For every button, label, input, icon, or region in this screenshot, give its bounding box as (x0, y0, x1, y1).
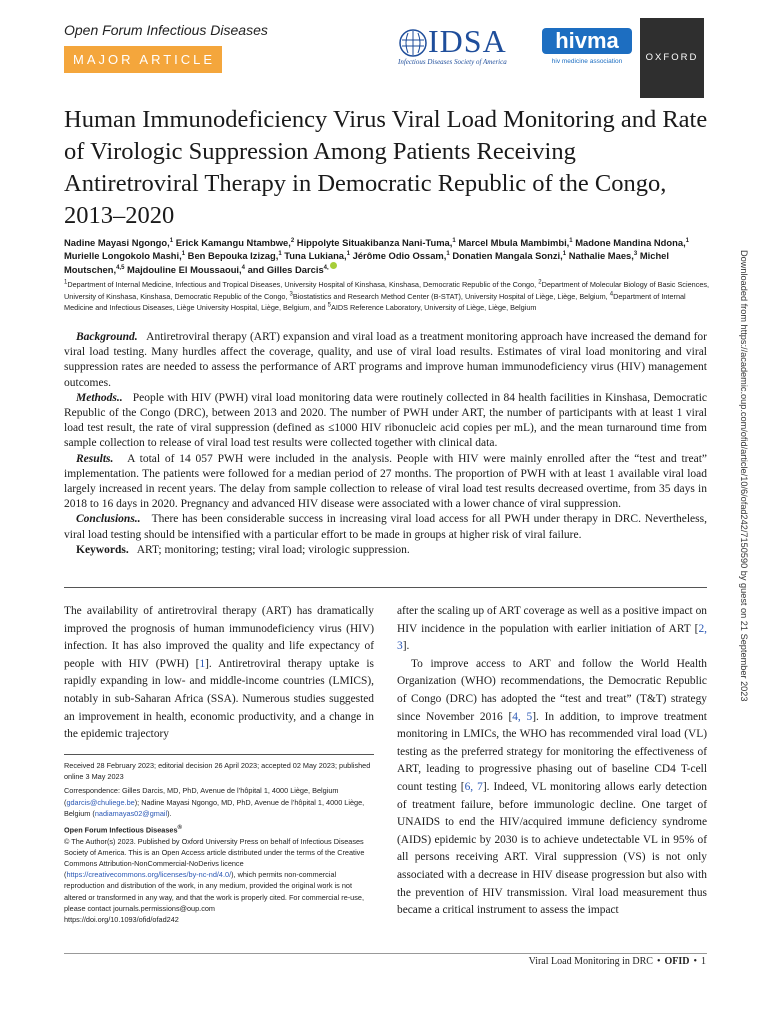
affiliation-marker: 5 (327, 302, 331, 309)
author-affiliation-marker: 1 (446, 250, 450, 257)
idsa-logo-subtitle: Infectious Diseases Society of America (398, 58, 507, 66)
citation-link[interactable]: 6, 7 (464, 780, 483, 793)
page-footer: Viral Load Monitoring in DRC • OFID • 1 (528, 956, 706, 967)
idsa-logo (398, 23, 538, 68)
affiliations (64, 279, 712, 314)
author-name: Michel Moutschen, (64, 250, 669, 276)
body-paragraph: The availability of antiretroviral therapy (ART) has dramatically improved the prognosis of human immunodeficiency virus (HIV) infection. It has also improved the quality and life expectancy of people with HIV (PWH) [1]. Antiretroviral therapy uptake is rapidly expanding in low- and middle-income countries (LMICS), notably in sub-Saharan Africa (SSA). Numerous studies suggested an improvement in health, economic productivity, and a change in the epidemic trajectory (64, 605, 374, 741)
author-affiliation-marker: 2 (290, 237, 295, 244)
running-title: Viral Load Monitoring in DRC (528, 956, 653, 967)
author-affiliation-marker: 4, (323, 265, 329, 271)
author-name: Majdouline El Moussaoui, (127, 264, 242, 276)
citation-link[interactable]: 2, 3 (397, 622, 707, 653)
oxford-logo: OXFORD (640, 18, 704, 98)
abstract-divider (64, 587, 707, 588)
affiliation-text: AIDS Reference Laboratory, University of Liège, Liège, Belgium (330, 303, 537, 312)
author-affiliation-marker: 3 (633, 250, 638, 257)
author-name: Donatien Mangala Sonzi, (452, 250, 563, 261)
author-name: Hippolyte Situakibanza Nani-Tuma, (296, 237, 453, 248)
abstract-background: Background. Antiretroviral therapy (ART) expansion and viral load as a treatment monitoring approach have increased the demand for viral load testing. Many hurdles affect the coverage, quality, and use of viral load results. Estimates of viral load monitoring and viral suppression rates are needed to assess the performance of ART programs and improve human immunodeficiency virus (HIV) management outcomes. (64, 331, 707, 389)
author-name: Nathalie Maes, (568, 250, 634, 261)
author-name: Murielle Longokolo Mashi, (64, 250, 182, 261)
affiliation-marker: 3 (289, 291, 293, 298)
idsa-logo-text: IDSA (428, 23, 507, 59)
citation-link[interactable]: 4, 5 (512, 710, 533, 723)
author-affiliation-marker: 1 (685, 237, 690, 244)
journal-line: Open Forum Infectious Diseases (64, 825, 178, 835)
author-name: Ben Bepouka Izizag, (187, 250, 279, 261)
body-paragraph: To improve access to ART and follow the World Health Organization (WHO) recommendations, the Democratic Republic of Congo (DRC) has adopted the “test and treat” (T&T) strategy since November 2016 [4, 5]. In addition, to improve treatment monitoring in LMICs, the WHO has recommended viral load (VL) testing as the preferred strategy for monitoring the effectiveness of ART, leading to progressive phasing out of baseline CD4 T-cell count testing [6, 7]. Indeed, VL monitoring allows early detection of treatment failure, before immunologic decline. One target of UNAIDS to end the HIV/acquired immune deficiency syndrome (AIDS) epidemic by 2030 is to achieve undetectable VL in 95% of all persons receiving ART. Viral suppression (VS) is not only associated with a decrease in HIV disease progression but also with the prevention of HIV transmission. Viral load measurement thus became a critical instrument to assess the impact (397, 657, 707, 917)
affiliation-text: Department of Molecular Biology of Basic Sciences, University of Kinshasa, Kinshasa, Democratic Republic of the Congo, (64, 280, 710, 301)
author-list (64, 236, 712, 276)
affiliation-text: Department of Internal Medicine and Infectious Diseases, Liège University Hospital, Liège, Belgium, and (64, 291, 686, 312)
author-affiliation-marker: 1 (569, 237, 573, 244)
body-column-left (64, 603, 374, 744)
article-title: Human Immunodeficiency Virus Viral Load Monitoring and Rate of Virologic Suppression Among Patients Receiving Antiretroviral Therapy in Democratic Republic of the Congo, 2013–2020 (64, 106, 708, 229)
journal-name: Open Forum Infectious Diseases (64, 22, 268, 38)
affiliation-text: Department of Internal Medicine, Infectious and Tropical Diseases, University Hospital of Kinshasa, Kinshasa, Democratic Republic of the Congo, (67, 280, 539, 289)
orcid-icon[interactable] (330, 262, 337, 269)
author-name: and Gilles Darcis (247, 264, 324, 276)
abstract (64, 330, 707, 558)
affiliation-text: Biostatistics and Research Method Center (B-STAT), University Hospital of Liège, Liège, Belgium, (292, 291, 610, 301)
abstract-results: Results. A total of 14 057 PWH were included in the analysis. People with HIV were mainly enrolled after the “test and treat” implementation. The patients were followed for a median period of 27 months. The proportion of PWH with at least 1 available viral load largely increased in recent years. The delay from sample collection to release of viral load test results decreased overtime, from 35 days in 2018 to 16 days in 2020. Pregnancy and advanced HIV disease were associated with a lower chance of viral suppression. (64, 452, 707, 511)
abstract-conclusions: Conclusions.. There has been considerable success in increasing viral load access for all PWH under therapy in DRC. Nevertheless, viral load testing should be intensified with a particular effort to be made in groups at higher risk of viral failure. (64, 513, 707, 541)
abstract-methods: Methods.. People with HIV (PWH) viral load monitoring data were routinely collected in 84 health facilities in Kinshasa, Democratic Republic of the Congo (DRC), between 2013 and 2020. The number of PWH under ART, the number of participants with at least 1 viral load test result, the rate of viral suppression (defined as ≤1000 HIV ribonucleic acid copies per mL), and the mean turnaround time from sample collection to release of viral load test results were collected together with clinical data. (64, 391, 708, 450)
author-affiliation-marker: 1 (562, 250, 567, 257)
article-type-badge: MAJOR ARTICLE (64, 46, 222, 73)
correspondence: Correspondence: Gilles Darcis, MD, PhD, Avenue de l’hôpital 1, 4000 Liège, Belgium (gdarcis@chuliege.be); Nadine Mayasi Ngongo, MD, PhD, Avenue de l’hôpital 1, 4000 Liège, Belgium (nadiamayas02@gmail). (64, 786, 365, 818)
abstract-keywords: Keywords. ART; monitoring; testing; viral load; virologic suppression. (76, 543, 410, 556)
license-link[interactable]: https://creativecommons.org/licenses/by-nc-nd/4.0/ (66, 870, 232, 880)
footnote-divider (64, 754, 374, 755)
email-link[interactable]: gdarcis@chuliege.be (66, 797, 135, 807)
author-affiliation-marker: 1 (452, 237, 456, 244)
license: Open Forum Infectious Diseases® © The Author(s) 2023. Published by Oxford University Press on behalf of Infectious Diseases Society of America. This is an Open Access article distributed under the terms of the Creative Commons Attribution-NonCommercial-NoDerivs licence (https://creativecommons.org/licenses/by-nc-nd/4.0/), which permits non-commercial reproduction and distribution of the work, in any medium, provided the original work is not altered or transformed in any way, and that the work is properly cited. For commercial re-use, please contact journals.permissions@oup.com https://doi.org/10.1093/ofid/ofad242 (64, 824, 365, 925)
author-name: Madone Mandina Ndona, (575, 237, 686, 248)
doi-link[interactable]: https://doi.org/10.1093/ofid/ofad242 (64, 915, 179, 925)
footer-divider (64, 953, 707, 954)
download-notice: Downloaded from https://academic.oup.com/ofid/article/10/6/ofad242/7150590 by guest on 21 September 2023 (739, 250, 749, 702)
download-sidebar (735, 250, 751, 770)
journal-abbr: OFID (664, 956, 690, 967)
page-number: 1 (701, 956, 706, 967)
hivma-logo-subtitle: hiv medicine association (551, 58, 623, 65)
body-column-right (397, 603, 707, 920)
affiliation-marker: 2 (538, 279, 542, 286)
received-dates: Received 28 February 2023; editorial decision 26 April 2023; accepted 02 May 2023; published online 3 May 2023 (64, 761, 371, 782)
affiliation-marker: 1 (64, 279, 68, 286)
footnotes (64, 760, 374, 925)
hivma-logo-text: hivma (542, 28, 632, 54)
author-affiliation-marker: 4 (241, 265, 245, 271)
author-affiliation-marker: 4,5 (116, 265, 125, 271)
author-affiliation-marker: 1 (169, 237, 174, 244)
body-paragraph: after the scaling up of ART coverage as well as a positive impact on HIV incidence in the population with earlier initiation of ART [2, 3]. (397, 605, 707, 653)
hivma-logo (542, 28, 632, 68)
author-name: Marcel Mbula Mambimbi, (458, 237, 570, 248)
author-name: Nadine Mayasi Ngongo, (64, 237, 170, 248)
author-affiliation-marker: 1 (346, 250, 350, 257)
author-name: Tuna Lukiana, (284, 250, 347, 261)
idsa-globe-icon (398, 28, 428, 58)
email-link[interactable]: nadiamayas02@gmail (94, 808, 168, 818)
author-affiliation-marker: 1 (278, 250, 282, 257)
affiliation-marker: 4 (609, 291, 614, 298)
author-name: Erick Kamangu Ntambwe, (175, 237, 291, 248)
citation-link[interactable]: 1 (199, 657, 206, 670)
author-affiliation-marker: 1 (181, 250, 186, 257)
author-name: Jérôme Odio Ossam, (352, 250, 447, 261)
